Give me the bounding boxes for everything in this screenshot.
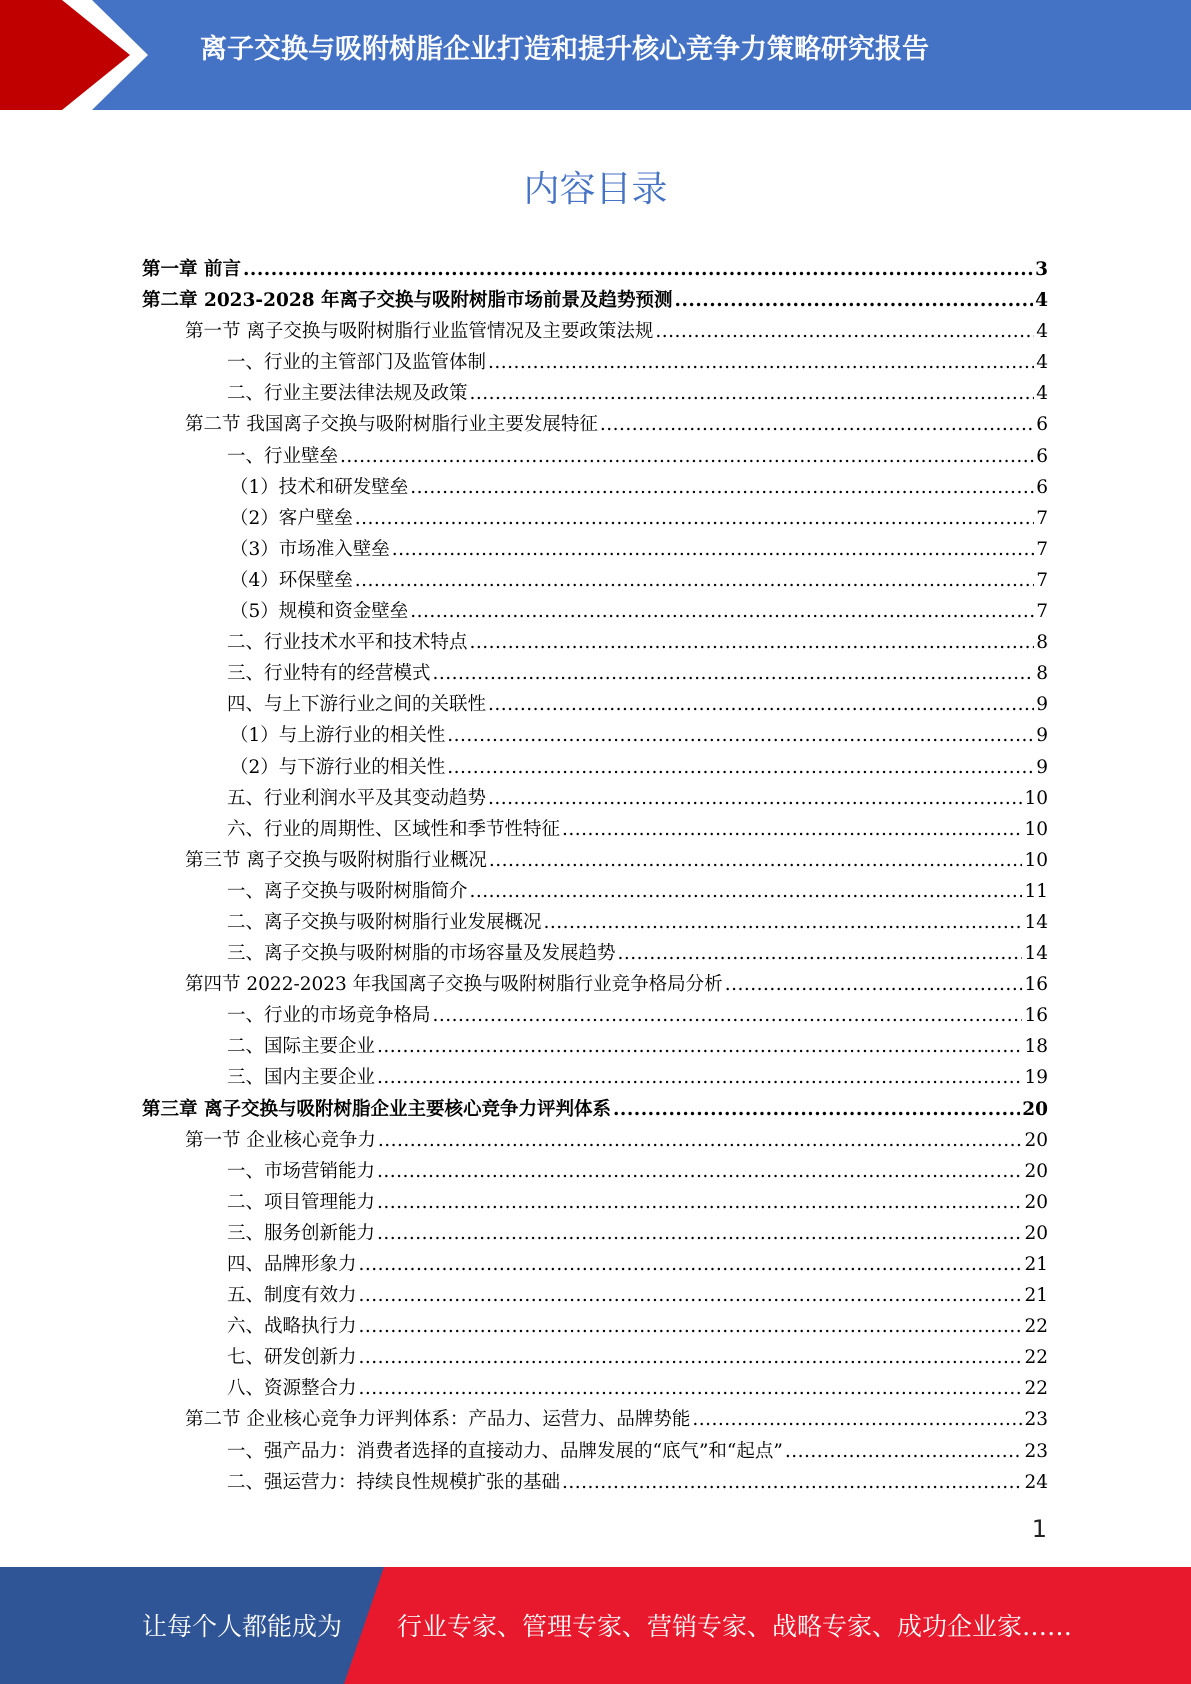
- toc-leader-dots: [655, 316, 1034, 347]
- toc-leader-dots: [488, 689, 1034, 720]
- toc-entry[interactable]: [142, 783, 1048, 814]
- toc-entry-label: 四、品牌形象力: [227, 1254, 357, 1275]
- toc-leader-dots: [433, 658, 1035, 689]
- toc-entry-label: 三、离子交换与吸附树脂的市场容量及发展趋势: [227, 943, 616, 965]
- toc-entry-label: （2）与下游行业的相关性: [230, 756, 446, 778]
- toc-entry[interactable]: [142, 969, 1048, 1000]
- toc-entry-label: 第一节 企业核心竞争力: [185, 1129, 376, 1151]
- toc-entry-label: 四、与上下游行业之间的关联性: [227, 694, 487, 716]
- toc-entry[interactable]: [142, 285, 1048, 316]
- toc-entry-label: 三、国内主要企业: [227, 1067, 376, 1089]
- toc-entry[interactable]: [142, 1156, 1048, 1187]
- toc-entry-page: 9: [1036, 694, 1048, 716]
- page-footer: [0, 1567, 1191, 1684]
- toc-entry-page: 6: [1036, 476, 1048, 498]
- toc-entry[interactable]: [142, 534, 1048, 565]
- toc-entry-page: 10: [1024, 849, 1048, 871]
- toc-entry[interactable]: [142, 441, 1048, 472]
- toc-leader-dots: [377, 1062, 1022, 1093]
- toc-entry[interactable]: [142, 1218, 1048, 1249]
- toc-entry-page: 4: [1035, 290, 1048, 312]
- toc-entry[interactable]: [142, 938, 1048, 969]
- toc-entry-label: 第三节 离子交换与吸附树脂行业概况: [185, 849, 487, 871]
- toc-entry-page: 4: [1036, 352, 1048, 374]
- toc-entry-label: 第一节 离子交换与吸附树脂行业监管情况及主要政策法规: [185, 321, 654, 343]
- toc-leader-dots: [675, 285, 1034, 316]
- toc-leader-dots: [243, 254, 1033, 285]
- toc-entry-page: 19: [1024, 1067, 1048, 1089]
- toc-entry[interactable]: [142, 845, 1048, 876]
- toc-entry-page: 23: [1024, 1409, 1048, 1431]
- toc-entry-label: 二、强运营力：持续良性规模扩张的基础: [227, 1471, 561, 1493]
- toc-entry-page: 16: [1024, 974, 1048, 996]
- toc-entry-page: 10: [1024, 787, 1048, 809]
- toc-entry-page: 4: [1036, 321, 1048, 343]
- toc-entry-label: 第一章 前言: [142, 259, 241, 280]
- toc-leader-dots: [359, 1280, 1023, 1311]
- toc-leader-dots: [410, 472, 1034, 503]
- toc-entry[interactable]: [142, 752, 1048, 783]
- toc-leader-dots: [600, 409, 1034, 440]
- toc-entry-page: 8: [1036, 663, 1048, 685]
- toc-entry[interactable]: [142, 1404, 1048, 1435]
- toc-entry-page: 22: [1024, 1347, 1048, 1369]
- toc-entry[interactable]: [142, 378, 1048, 409]
- toc-leader-dots: [562, 814, 1022, 845]
- toc-leader-dots: [613, 1094, 1020, 1125]
- toc-entry-label: 第三章 离子交换与吸附树脂企业主要核心竞争力评判体系: [142, 1098, 611, 1120]
- toc-entry-label: （3）市场准入壁垒: [230, 538, 390, 560]
- toc-entry-label: 二、国际主要企业: [227, 1036, 376, 1058]
- toc-entry[interactable]: [142, 254, 1048, 285]
- toc-entry-page: 7: [1036, 507, 1048, 529]
- toc-leader-dots: [488, 783, 1022, 814]
- toc-entry[interactable]: [142, 347, 1048, 378]
- toc-entry[interactable]: [142, 1125, 1048, 1156]
- toc-entry-label: 五、制度有效力: [227, 1285, 357, 1307]
- toc-entry-page: 6: [1036, 414, 1048, 436]
- toc-entry-label: （5）规模和资金壁垒: [230, 601, 409, 623]
- toc-entry[interactable]: [142, 1280, 1048, 1311]
- toc-entry[interactable]: [142, 1031, 1048, 1062]
- table-of-contents: [142, 254, 1048, 1498]
- toc-leader-dots: [447, 720, 1034, 751]
- toc-entry-page: 22: [1024, 1316, 1048, 1338]
- toc-entry-page: 8: [1036, 632, 1048, 654]
- toc-entry-page: 4: [1036, 383, 1048, 405]
- toc-entry-page: 9: [1036, 756, 1048, 778]
- toc-entry-label: 二、离子交换与吸附树脂行业发展概况: [227, 911, 542, 933]
- toc-leader-dots: [692, 1404, 1022, 1435]
- toc-entry-page: 21: [1024, 1254, 1048, 1275]
- toc-leader-dots: [355, 565, 1034, 596]
- toc-entry-page: 14: [1024, 911, 1048, 933]
- toc-entry[interactable]: [142, 409, 1048, 440]
- toc-leader-dots: [359, 1373, 1023, 1404]
- toc-entry-label: （1）技术和研发壁垒: [230, 476, 409, 498]
- toc-leader-dots: [377, 1218, 1022, 1249]
- toc-leader-dots: [470, 378, 1035, 409]
- toc-leader-dots: [562, 1467, 1022, 1498]
- toc-entry-page: 24: [1024, 1471, 1048, 1493]
- toc-entry-label: 三、行业特有的经营模式: [227, 663, 431, 685]
- toc-entry-label: 一、强产品力：消费者选择的直接动力、品牌发展的“底气”和“起点”: [227, 1440, 783, 1462]
- toc-entry[interactable]: [142, 1094, 1048, 1125]
- toc-entry-page: 18: [1024, 1036, 1048, 1058]
- toc-entry-label: 八、资源整合力: [227, 1378, 357, 1400]
- toc-entry[interactable]: [142, 596, 1048, 627]
- toc-leader-dots: [470, 876, 1023, 907]
- toc-entry-page: 7: [1036, 538, 1048, 560]
- toc-entry-label: 第二节 我国离子交换与吸附树脂行业主要发展特征: [185, 414, 598, 436]
- footer-slogan-left: 让每个人都能成为: [142, 1612, 343, 1641]
- toc-entry-page: 14: [1024, 943, 1048, 965]
- toc-leader-dots: [489, 845, 1023, 876]
- toc-entry-label: 二、行业技术水平和技术特点: [227, 632, 468, 654]
- page-number: 1: [1031, 1515, 1047, 1543]
- toc-entry[interactable]: [142, 1373, 1048, 1404]
- toc-entry[interactable]: [142, 316, 1048, 347]
- toc-entry[interactable]: [142, 472, 1048, 503]
- toc-leader-dots: [359, 1342, 1023, 1373]
- toc-entry-page: 10: [1024, 818, 1048, 840]
- toc-leader-dots: [377, 1156, 1022, 1187]
- toc-entry-label: （2）客户壁垒: [230, 507, 353, 529]
- toc-entry-label: 一、离子交换与吸附树脂简介: [227, 880, 468, 902]
- toc-entry-label: 一、行业壁垒: [227, 445, 339, 467]
- toc-entry[interactable]: [142, 1187, 1048, 1218]
- toc-entry-page: 20: [1024, 1160, 1048, 1182]
- toc-entry[interactable]: [142, 1249, 1048, 1280]
- toc-entry[interactable]: [142, 907, 1048, 938]
- report-title: 离子交换与吸附树脂企业打造和提升核心竞争力策略研究报告: [200, 34, 929, 65]
- toc-entry-label: 一、行业的主管部门及监管体制: [227, 352, 487, 374]
- toc-entry-label: 六、战略执行力: [227, 1316, 357, 1338]
- toc-entry-page: 11: [1024, 880, 1048, 902]
- toc-entry-page: 20: [1024, 1191, 1048, 1213]
- toc-entry[interactable]: [142, 503, 1048, 534]
- toc-entry-label: （4）环保壁垒: [230, 569, 353, 591]
- toc-entry[interactable]: [142, 565, 1048, 596]
- toc-entry-label: 五、行业利润水平及其变动趋势: [227, 787, 487, 809]
- toc-entry[interactable]: [142, 658, 1048, 689]
- toc-entry[interactable]: [142, 1436, 1048, 1467]
- toc-entry-page: 3: [1035, 259, 1048, 280]
- toc-leader-dots: [410, 596, 1034, 627]
- toc-entry[interactable]: [142, 814, 1048, 845]
- toc-entry-label: 二、行业主要法律法规及政策: [227, 383, 468, 405]
- toc-entry-page: 20: [1022, 1098, 1048, 1120]
- toc-leader-dots: [377, 1031, 1022, 1062]
- toc-entry[interactable]: [142, 720, 1048, 751]
- toc-entry[interactable]: [142, 689, 1048, 720]
- toc-leader-dots: [359, 1249, 1023, 1280]
- toc-entry-page: 20: [1024, 1129, 1048, 1151]
- toc-leader-dots: [470, 627, 1035, 658]
- toc-entry[interactable]: [142, 1062, 1048, 1093]
- toc-leader-dots: [433, 1000, 1023, 1031]
- toc-entry-label: 第二节 企业核心竞争力评判体系：产品力、运营力、品牌势能: [185, 1409, 691, 1431]
- toc-entry-label: 第二章 2023-2028 年离子交换与吸附树脂市场前景及趋势预测: [142, 290, 673, 312]
- page-header: [0, 0, 1191, 110]
- toc-entry-page: 7: [1036, 601, 1048, 623]
- toc-entry-page: 23: [1024, 1440, 1048, 1462]
- toc-entry-label: 一、市场营销能力: [227, 1160, 376, 1182]
- toc-entry-page: 6: [1036, 445, 1048, 467]
- toc-leader-dots: [544, 907, 1023, 938]
- toc-entry-label: 第四节 2022-2023 年我国离子交换与吸附树脂行业竞争格局分析: [185, 974, 723, 996]
- toc-entry[interactable]: [142, 1467, 1048, 1498]
- toc-entry-label: 七、研发创新力: [227, 1347, 357, 1369]
- toc-entry-label: 三、服务创新能力: [227, 1222, 376, 1244]
- toc-leader-dots: [447, 752, 1034, 783]
- toc-entry-page: 21: [1024, 1285, 1048, 1307]
- footer-slogan-right: 行业专家、管理专家、营销专家、战略专家、成功企业家……: [397, 1612, 1073, 1641]
- toc-leader-dots: [488, 347, 1034, 378]
- toc-entry[interactable]: [142, 1000, 1048, 1031]
- toc-heading: 内容目录: [523, 169, 668, 210]
- toc-leader-dots: [359, 1311, 1023, 1342]
- toc-entry[interactable]: [142, 627, 1048, 658]
- toc-entry-page: 9: [1036, 725, 1048, 747]
- toc-entry-page: 16: [1024, 1005, 1048, 1027]
- toc-leader-dots: [378, 1125, 1023, 1156]
- toc-leader-dots: [355, 503, 1034, 534]
- toc-leader-dots: [785, 1436, 1023, 1467]
- toc-entry-page: 7: [1036, 569, 1048, 591]
- toc-entry-page: 22: [1024, 1378, 1048, 1400]
- toc-leader-dots: [618, 938, 1023, 969]
- toc-entry-label: 一、行业的市场竞争格局: [227, 1005, 431, 1027]
- toc-entry-page: 20: [1024, 1222, 1048, 1244]
- toc-entry-label: 六、行业的周期性、区域性和季节性特征: [227, 818, 561, 840]
- toc-leader-dots: [725, 969, 1023, 1000]
- toc-entry-label: 二、项目管理能力: [227, 1191, 376, 1213]
- toc-leader-dots: [392, 534, 1034, 565]
- toc-entry-label: （1）与上游行业的相关性: [230, 725, 446, 747]
- toc-leader-dots: [377, 1187, 1022, 1218]
- toc-entry[interactable]: [142, 876, 1048, 907]
- toc-entry[interactable]: [142, 1342, 1048, 1373]
- toc-entry[interactable]: [142, 1311, 1048, 1342]
- toc-leader-dots: [340, 441, 1034, 472]
